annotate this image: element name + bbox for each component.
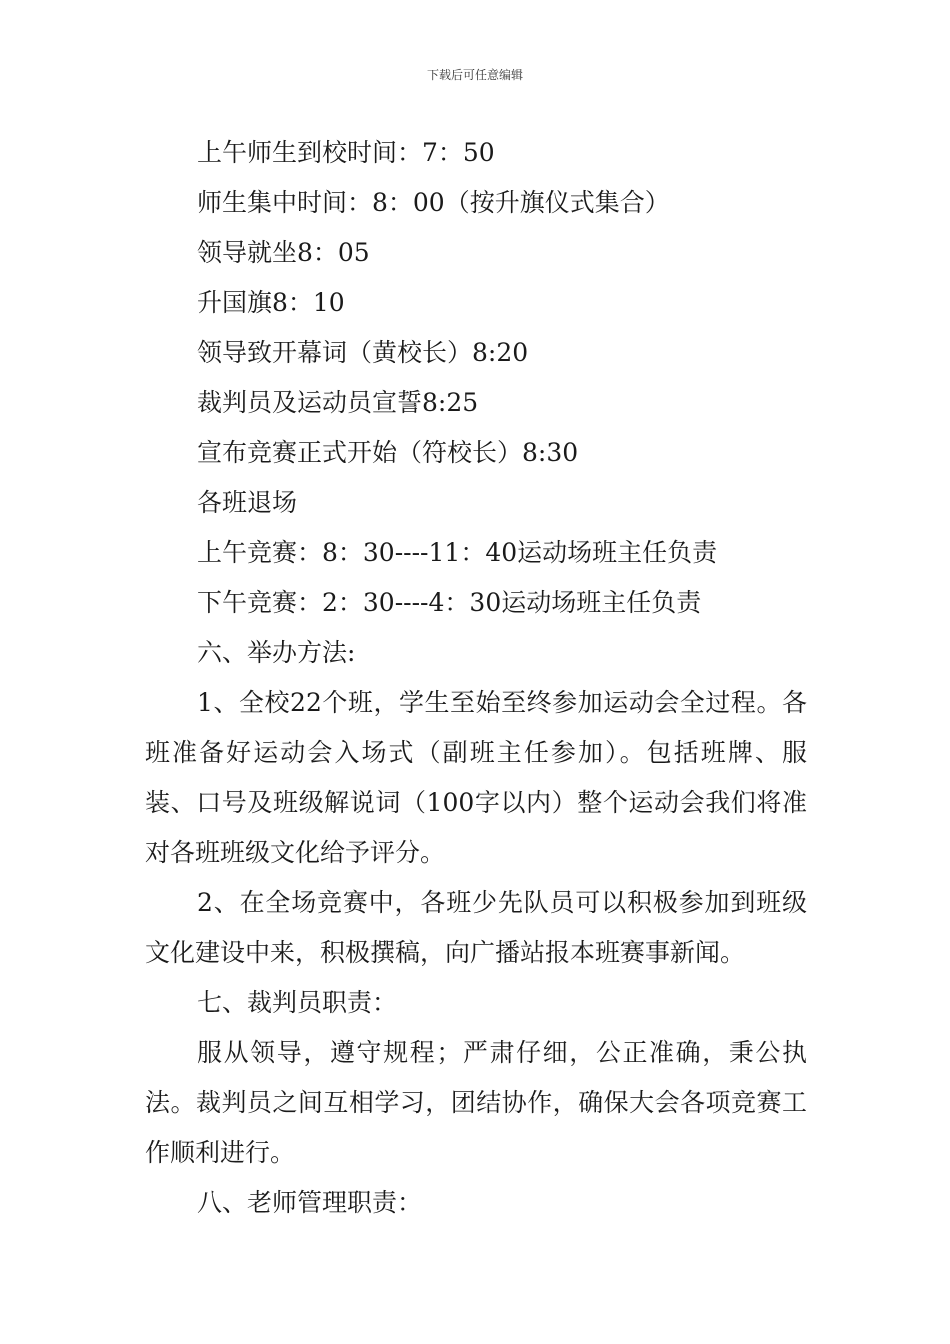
schedule-competition-start: 宣布竞赛正式开始（符校长）8:30 <box>197 438 579 467</box>
schedule-arrival-time: 上午师生到校时间：7：50 <box>197 138 495 167</box>
schedule-opening-speech: 领导致开幕词（黄校长）8:20 <box>197 338 529 367</box>
schedule-oath: 裁判员及运动员宣誓8:25 <box>197 388 479 417</box>
schedule-leaders-seated: 领导就坐8：05 <box>197 238 370 267</box>
section-7-heading: 七、裁判员职责： <box>197 988 398 1017</box>
page-header-note: 下载后可任意编辑 <box>426 68 523 82</box>
schedule-classes-exit: 各班退场 <box>197 488 298 517</box>
schedule-flag-raising: 升国旗8：10 <box>197 288 345 317</box>
schedule-afternoon-competition: 下午竞赛：2：30----4：30运动场班主任负责 <box>197 588 702 617</box>
schedule-assembly-time: 师生集中时间：8：00（按升旗仪式集合） <box>197 188 670 217</box>
section-6-heading: 六、举办方法: <box>197 638 356 667</box>
section-8-heading: 八、老师管理职责： <box>197 1188 423 1217</box>
section-6-item-1: 1、全校22个班，学生至始至终参加运动会全过程。各班准备好运动会入场式（副班主任参加）。包括班牌、服装、口号及班级解说词（100字以内）整个运动会我们将准对各班班级文化给予评分。 <box>145 688 807 867</box>
document-body <box>145 128 807 1228</box>
section-6-item-2: 2、在全场竞赛中，各班少先队员可以积极参加到班级文化建设中来，积极撰稿，向广播站报本班赛事新闻。 <box>145 888 807 967</box>
section-7-body: 服从领导，遵守规程；严肃仔细，公正准确，秉公执法。裁判员之间互相学习，团结协作，确保大会各项竞赛工作顺利进行。 <box>145 1038 807 1167</box>
schedule-morning-competition: 上午竞赛：8：30----11：40运动场班主任负责 <box>197 538 718 567</box>
